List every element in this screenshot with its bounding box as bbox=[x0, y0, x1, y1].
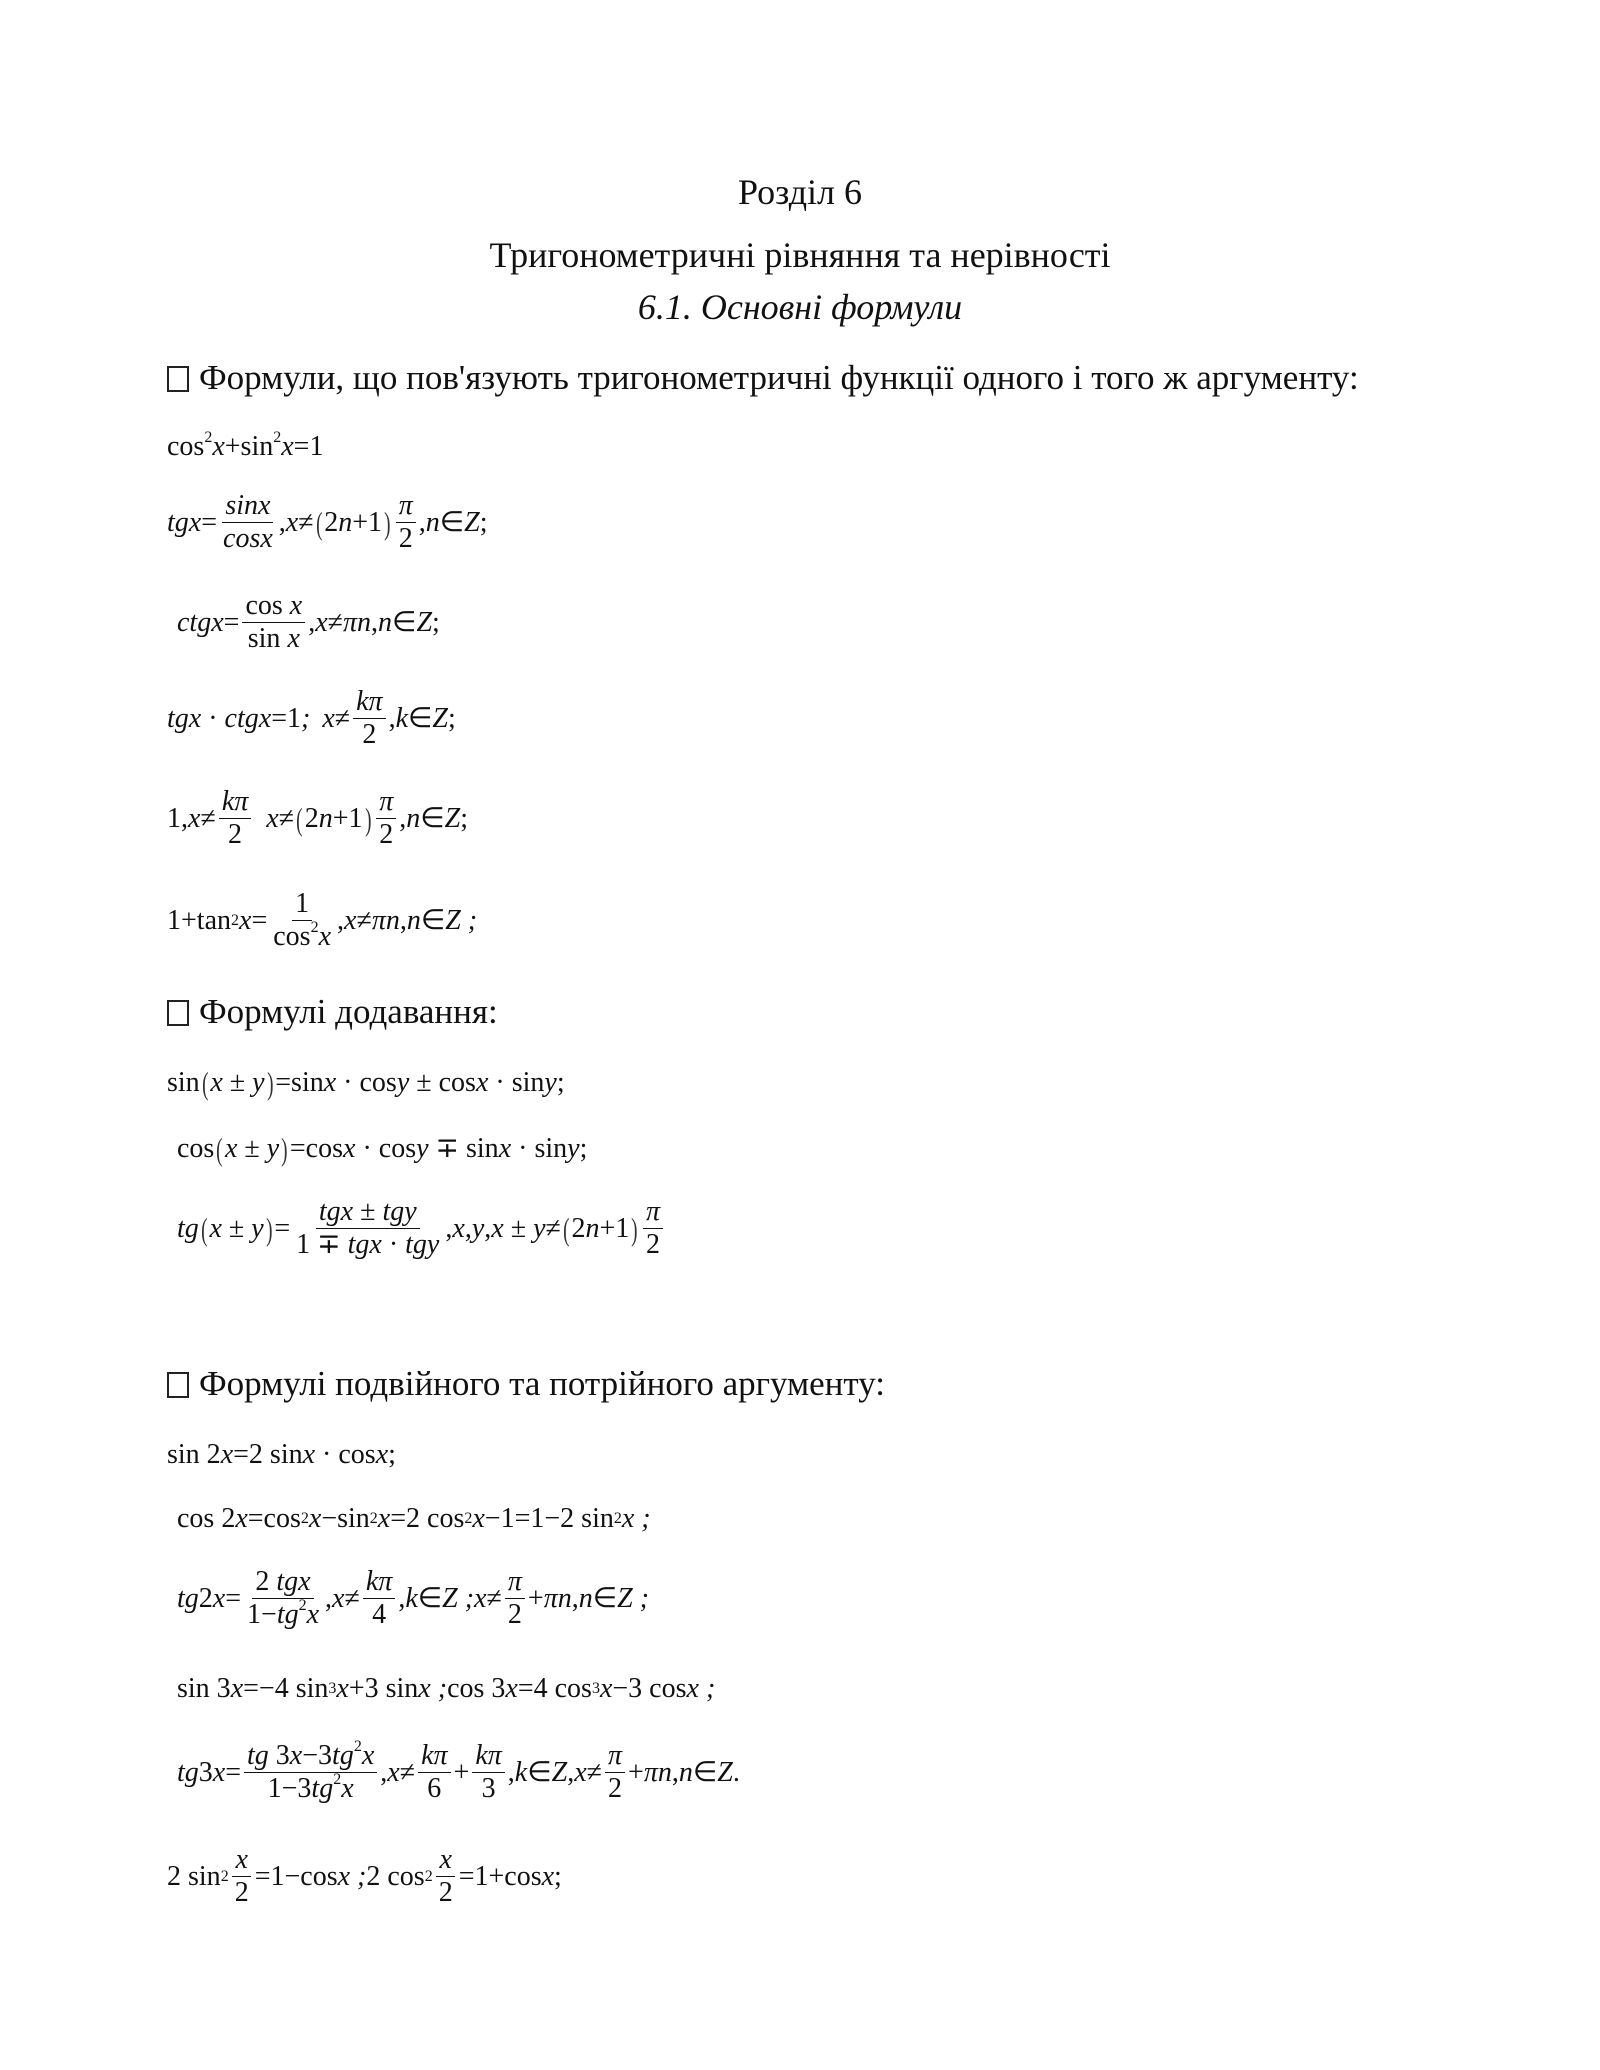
section-heading-identities bbox=[167, 356, 1359, 400]
section-heading-text: Формулі подвійного та потрійного аргументу: bbox=[199, 1364, 886, 1403]
formula-triple-sine-cosine: sin 3 x =−4 sin 3 x +3 sin x ; cos 3 x =4 cos 3 x −3 cos x ; bbox=[177, 1673, 716, 1704]
checkbox-bullet-icon bbox=[167, 1000, 189, 1026]
formula-tg-ctg-product: tgx · ctgx =1 ; x ≠ $\frac{k\pi}{2}$ , k ∈ Z ; bbox=[167, 686, 456, 750]
formula-cosine-addition: cos ( x ± y ) =cos x · cos y ∓ sin x · sin y ; bbox=[177, 1131, 588, 1167]
formula-double-tangent: tg 2 x = $\frac{\text{2 tgx}}{1-tg^2x}$ , x ≠ $\frac{k\pi}{4}$ , k ∈ Z ; x ≠ $\frac{\pi}{2}$ + πn , n ∈ Z ; bbox=[177, 1566, 650, 1630]
checkbox-bullet-icon bbox=[167, 1372, 189, 1398]
formula-pythagorean: $\cos^2x+\sin^2x=1$ bbox=[167, 429, 324, 462]
formula-tangent-definition: tgx = $\frac{\sin x}{\cos x}$ , x ≠ ( 2 n +1 ) $\frac{\pi}{2}$ , n ∈ Z ; bbox=[167, 490, 488, 554]
formula-tangent-secant: 1+tan 2 x = $\frac{1}{\cos^2x}$ , x ≠ πn , n ∈ Z ; bbox=[167, 888, 478, 952]
formula-double-sine: sin 2 x =2 sin x · cos x ; bbox=[167, 1439, 396, 1470]
section-subtitle: 6.1. Основні формули bbox=[637, 287, 963, 327]
section-heading-addition bbox=[167, 990, 498, 1034]
formula-sine-addition: sin ( x ± y ) =sin x · cos y ± cos x · sin y ; bbox=[167, 1065, 565, 1101]
chapter-heading: Розділ 6 bbox=[738, 172, 862, 212]
section-heading-text: Формули, що пов'язують тригонометричні функції одного і того ж аргументу: bbox=[199, 358, 1359, 397]
formula-cotangent-definition: ctgx = $\frac{\text{cos x}}{\text{sin x}}$ , x ≠ πn , n ∈ Z ; bbox=[177, 590, 440, 654]
formula-double-cosine: cos 2 x =cos 2 x −sin 2 x =2 cos 2 x −1=1−2 sin 2 x ; bbox=[177, 1503, 651, 1534]
chapter-title: Тригонометричні рівняння та нерівності bbox=[489, 235, 1111, 275]
section-heading-double-triple bbox=[167, 1362, 885, 1406]
formula-half-angle: 2 sin 2 $\frac{x}{2}$ =1−cos x ; 2 cos 2 $\frac{x}{2}$ =1+cos x ; bbox=[167, 1844, 562, 1908]
checkbox-bullet-icon bbox=[167, 366, 189, 392]
formula-domain-conditions: 1 , x ≠ $\frac{k\pi}{2}$ x ≠ ( 2 n +1 ) $\frac{\pi}{2}$ , n ∈ Z ; bbox=[167, 786, 468, 850]
formula-triple-tangent: tg 3 x = $\frac{tg 3x-3tg^2x}{1-3tg^2x}$ , x ≠ $\frac{k\pi}{6}$ + $\frac{k\pi}{3}$ , k ∈ Z , x ≠ $\frac{\pi}{2}$ + πn , n ∈ Z . bbox=[177, 1738, 740, 1804]
formula-tangent-addition: tg ( x ± y ) = $\frac{\text{tgx ± tgy}}{\text{1 ∓ tgx · tgy}}$ , x , y , x ± y ≠ ( 2 n +1 ) $\frac{\pi}{2}$ bbox=[177, 1196, 666, 1261]
section-heading-text: Формулі додавання: bbox=[199, 992, 498, 1031]
